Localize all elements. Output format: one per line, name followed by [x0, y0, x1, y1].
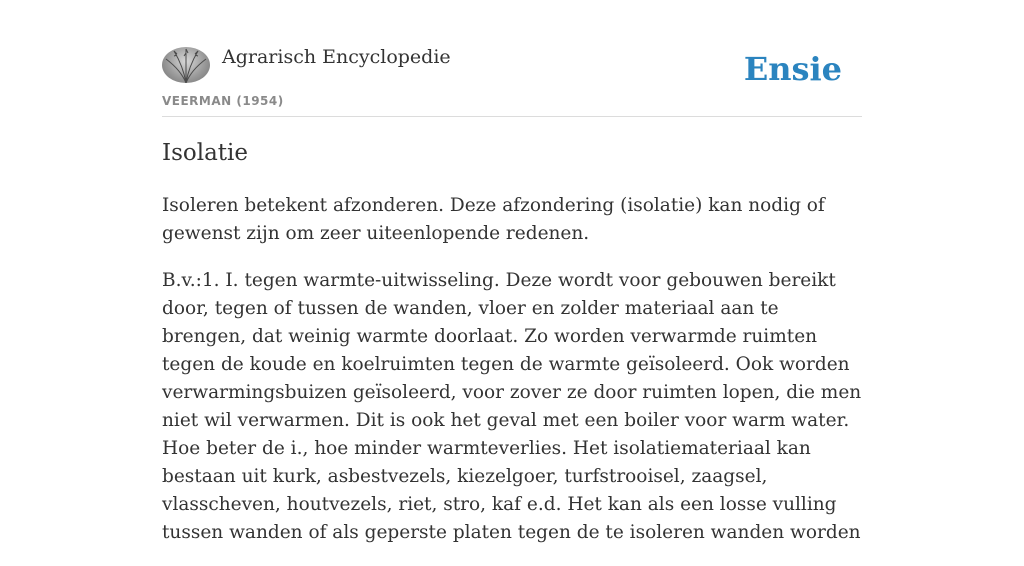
source-title[interactable]: Agrarisch Encyclopedie [222, 46, 451, 68]
source-author-year: VEERMAN (1954) [162, 94, 284, 108]
source-header [162, 44, 862, 117]
paragraph: Isoleren betekent afzonderen. Deze afzondering (isolatie) kan nodig of gewenst zijn om zeer uiteenlopende redenen. [162, 195, 825, 244]
paragraph: B.v.:1. I. tegen warmte-uitwisseling. Deze wordt voor gebouwen bereikt door, tegen of tussen de wanden, vloer en zolder materiaal aan te brengen, dat weinig warmte doorlaat. Zo worden verwarmde ruimten tegen de koude en koelruimten tegen de warmte geïsoleerd. Ook worden verwarmingsbuizen geïsoleerd, voor zover ze door ruimten lopen, die men niet wil verwarmen. Dit is ook het geval met een boiler voor warm water. Hoe beter de i., hoe minder warmteverlies. Het isolatiemateriaal kan bestaan uit kurk, asbestvezels, kiezelgoer, turfstrooisel, zaagsel, vlasscheven, houtvezels, riet, stro, kaf e.d. Het kan als een losse vulling tussen wanden of als geperste platen tegen de te isoleren wanden worden [162, 270, 862, 543]
wheat-engraving-icon [162, 47, 210, 83]
article-title: Isolatie [162, 140, 249, 166]
article-body [162, 192, 862, 566]
brand-logo[interactable]: Ensie [743, 50, 842, 88]
